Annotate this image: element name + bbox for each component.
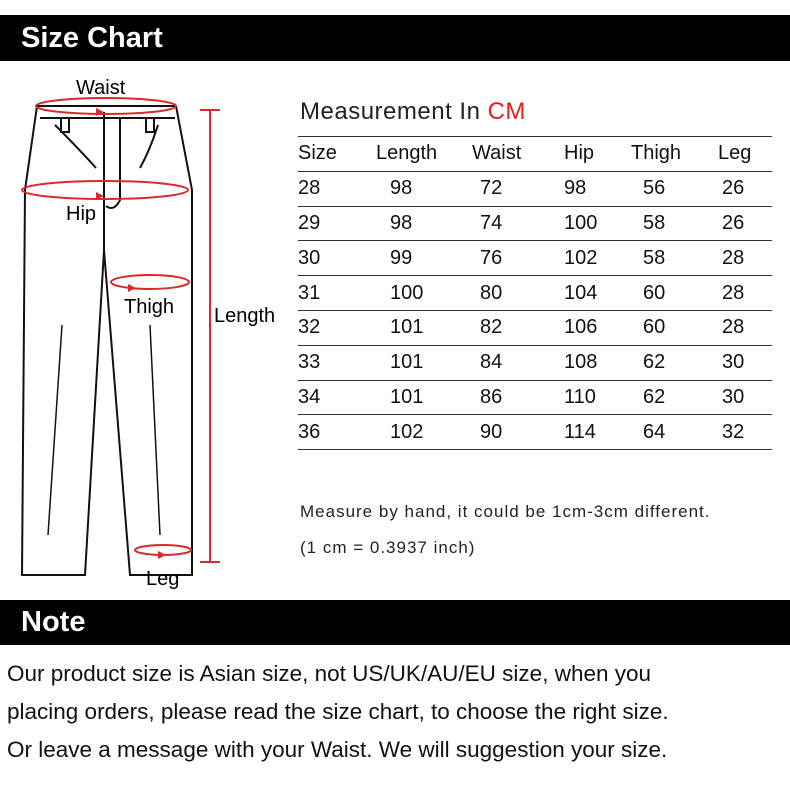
- table-row: [298, 310, 772, 345]
- thigh-arrow: [128, 284, 136, 292]
- table-cell: 58: [631, 206, 718, 241]
- table-cell: 102: [376, 415, 472, 450]
- leg-arrow: [158, 551, 166, 559]
- table-row: [298, 345, 772, 380]
- table-row: [298, 380, 772, 415]
- table-cell: 108: [564, 345, 631, 380]
- note-line-3: Or leave a message with your Waist. We will suggestion your size.: [7, 737, 668, 762]
- table-cell: 28: [718, 276, 772, 311]
- table-cell: 98: [376, 206, 472, 241]
- table-cell: 58: [631, 241, 718, 276]
- table-cell: 30: [718, 380, 772, 415]
- header-length: Length: [376, 137, 472, 172]
- header-thigh: Thigh: [631, 137, 718, 172]
- conversion-note: (1 cm = 0.3937 inch): [300, 538, 476, 557]
- table-row: [298, 241, 772, 276]
- note-line-1: Our product size is Asian size, not US/UK/AU/EU size, when you: [7, 661, 652, 686]
- waist-label: Waist: [76, 77, 126, 99]
- header-waist: Waist: [472, 137, 564, 172]
- table-cell: 62: [631, 380, 718, 415]
- leg-label: Leg: [146, 568, 180, 590]
- hip-label: Hip: [66, 203, 97, 225]
- table-cell: 31: [298, 276, 376, 311]
- table-cell: 56: [631, 171, 718, 206]
- header-leg: Leg: [718, 137, 772, 172]
- table-cell: 102: [564, 241, 631, 276]
- pants-diagram: [0, 70, 300, 600]
- table-cell: 26: [718, 171, 772, 206]
- size-chart-title: Size Chart: [21, 22, 163, 54]
- pants-illustration: [0, 70, 300, 600]
- header-size: Size: [298, 137, 376, 172]
- table-cell: 28: [718, 310, 772, 345]
- table-cell: 36: [298, 415, 376, 450]
- table-cell: 32: [298, 310, 376, 345]
- table-cell: 101: [376, 380, 472, 415]
- table-cell: 60: [631, 310, 718, 345]
- table-cell: 100: [376, 276, 472, 311]
- table-cell: 74: [472, 206, 564, 241]
- note-line-2: placing orders, please read the size chart, to choose the right size.: [7, 699, 669, 724]
- table-cell: 30: [298, 241, 376, 276]
- table-cell: 84: [472, 345, 564, 380]
- measure-arrows: [96, 108, 166, 559]
- table-cell: 32: [718, 415, 772, 450]
- size-chart-header: [0, 15, 790, 61]
- table-cell: 114: [564, 415, 631, 450]
- table-cell: 80: [472, 276, 564, 311]
- table-cell: 98: [376, 171, 472, 206]
- note-header: [0, 600, 790, 645]
- measure-by-hand-note: Measure by hand, it could be 1cm-3cm different.: [300, 502, 711, 521]
- table-cell: 76: [472, 241, 564, 276]
- table-row: [298, 276, 772, 311]
- table-cell: 33: [298, 345, 376, 380]
- measurement-title-prefix: Measurement In: [300, 98, 488, 125]
- length-label: Length: [214, 305, 276, 327]
- table-cell: 29: [298, 206, 376, 241]
- table-cell: 62: [631, 345, 718, 380]
- table-cell: 101: [376, 345, 472, 380]
- table-cell: 86: [472, 380, 564, 415]
- table-cell: 90: [472, 415, 564, 450]
- table-cell: 30: [718, 345, 772, 380]
- table-header-row: [298, 137, 772, 172]
- table-cell: 64: [631, 415, 718, 450]
- table-cell: 28: [718, 241, 772, 276]
- note-body: [7, 655, 669, 769]
- table-cell: 98: [564, 171, 631, 206]
- table-row: [298, 171, 772, 206]
- table-cell: 101: [376, 310, 472, 345]
- table-cell: 26: [718, 206, 772, 241]
- note-title: Note: [21, 606, 86, 638]
- table-cell: 34: [298, 380, 376, 415]
- table-row: [298, 206, 772, 241]
- thigh-label: Thigh: [124, 296, 175, 318]
- measurement-title: [300, 98, 526, 126]
- pants-outline: [22, 106, 192, 575]
- table-cell: 110: [564, 380, 631, 415]
- table-cell: 82: [472, 310, 564, 345]
- table-cell: 72: [472, 171, 564, 206]
- table-cell: 99: [376, 241, 472, 276]
- table-cell: 106: [564, 310, 631, 345]
- thigh-measure-line: [111, 275, 189, 289]
- table-cell: 100: [564, 206, 631, 241]
- header-hip: Hip: [564, 137, 631, 172]
- table-cell: 60: [631, 276, 718, 311]
- measurement-unit: CM: [487, 98, 526, 125]
- table-cell: 28: [298, 171, 376, 206]
- size-table: [298, 136, 772, 450]
- table-cell: 104: [564, 276, 631, 311]
- table-row: [298, 415, 772, 450]
